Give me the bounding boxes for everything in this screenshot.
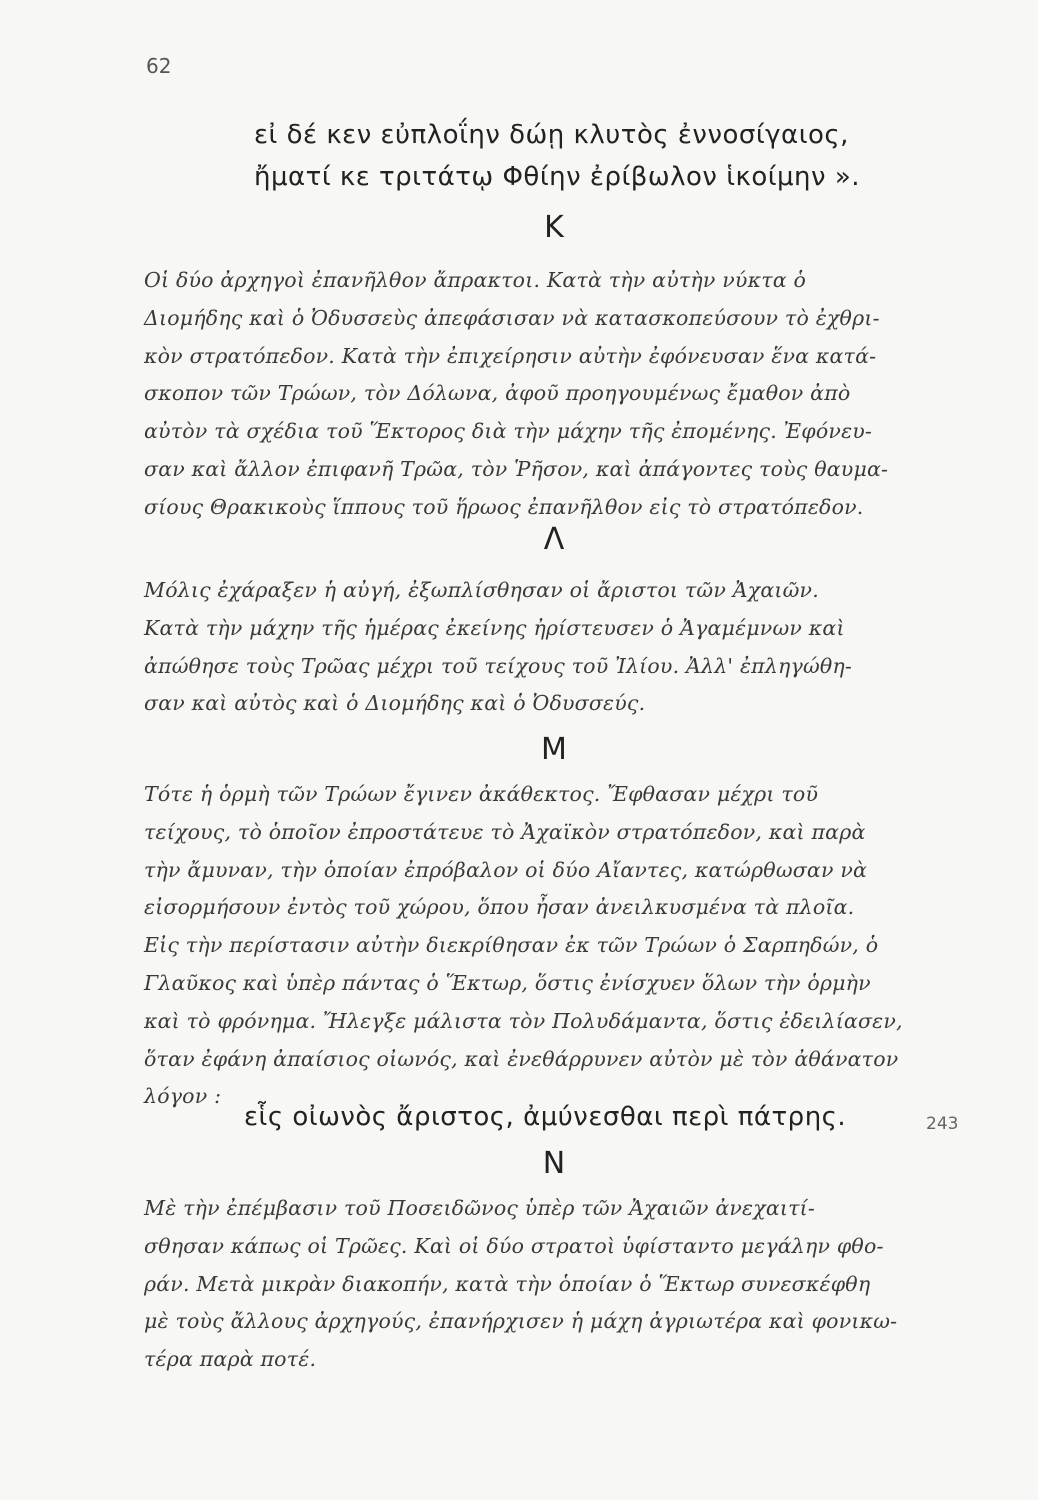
section-kappa-text — [144, 262, 964, 527]
section-letter-lambda: Λ — [543, 522, 565, 557]
text-line: τείχους, τὸ ὁποῖον ἐπροστάτευε τὸ Ἀχαϊκὸν στρατόπεδον, καὶ παρὰ — [144, 819, 866, 844]
text-line: κὸν στρατόπεδον. Κατὰ τὴν ἐπιχείρησιν αὐτὴν ἐφόνευσαν ἕνα κατά- — [144, 343, 877, 368]
quoted-verse: εἷς οἰωνὸς ἄριστος, ἀμύνεσθαι περὶ πάτρης. — [244, 1102, 847, 1132]
section-mu-text — [144, 776, 964, 1116]
text-line: τὴν ἄμυναν, τὴν ὁποίαν ἐπρόβαλον οἱ δύο Αἴαντες, κατώρθωσαν νὰ — [144, 857, 868, 882]
text-line: Μὲ τὴν ἐπέμβασιν τοῦ Ποσειδῶνος ὑπὲρ τῶν Ἀχαιῶν ἀνεχαιτί- — [144, 1196, 816, 1220]
text-line: σαν καὶ ἄλλον ἐπιφανῆ Τρῶα, τὸν Ῥῆσον, καὶ ἀπάγοντες τοὺς θαυμα- — [144, 456, 889, 481]
verse-line-number: 243 — [926, 1114, 959, 1134]
text-line: Κατὰ τὴν μάχην τῆς ἡμέρας ἐκείνης ἠρίστευσεν ὁ Ἀγαμέμνων καὶ — [144, 615, 845, 640]
text-line: Γλαῦκος καὶ ὑπὲρ πάντας ὁ Ἕκτωρ, ὅστις ἐνίσχυεν ὅλων τὴν ὁρμὴν — [144, 970, 871, 995]
text-line: Εἰς τὴν περίστασιν αὐτὴν διεκρίθησαν ἐκ τῶν Τρώων ὁ Σαρπηδών, ὁ — [144, 933, 879, 958]
section-lambda-text — [144, 572, 964, 723]
text-line: Διομήδης καὶ ὁ Ὀδυσσεὺς ἀπεφάσισαν νὰ κατασκοπεύσουν τὸ ἐχθρι- — [144, 305, 880, 330]
verse-line-2: ἤματί κε τριτάτῳ Φθίην ἐρίβωλον ἱκοίμην ». — [254, 162, 860, 192]
text-line: ὅταν ἐφάνη ἀπαίσιος οἰωνός, καὶ ἐνεθάρρυνεν αὐτὸν μὲ τὸν ἀθάνατον — [144, 1046, 899, 1071]
text-line: σαν καὶ αὐτὸς καὶ ὁ Διομήδης καὶ ὁ Ὀδυσσεύς. — [144, 691, 646, 716]
section-nu-text — [144, 1190, 964, 1379]
text-line: Οἱ δύο ἀρχηγοὶ ἐπανῆλθον ἄπρακτοι. Κατὰ τὴν αὐτὴν νύκτα ὁ — [144, 268, 807, 292]
text-line: σθησαν κάπως οἱ Τρῶες. Καὶ οἱ δύο στρατοὶ ὑφίσταντο μεγάλην φθο- — [144, 1233, 884, 1258]
text-line: καὶ τὸ φρόνημα. Ἤλεγξε μάλιστα τὸν Πολυδάμαντα, ὅστις ἐδειλίασεν, — [144, 1008, 903, 1033]
text-line: σκοπον τῶν Τρώων, τὸν Δόλωνα, ἀφοῦ προηγουμένως ἔμαθον ἀπὸ — [144, 381, 851, 406]
verse-line-1: εἰ δέ κεν εὐπλοΐην δώῃ κλυτὸς ἐννοσίγαιος, — [254, 120, 849, 150]
text-line: ἀπώθησε τοὺς Τρῶας μέχρι τοῦ τείχους τοῦ Ἰλίου. Ἀλλ' ἐπληγώθη- — [144, 653, 853, 678]
section-letter-kappa: Κ — [544, 210, 564, 245]
text-line: Μόλις ἐχάραξεν ἡ αὐγή, ἐξωπλίσθησαν οἱ ἄριστοι τῶν Ἀχαιῶν. — [144, 578, 819, 602]
text-line: σίους Θρακικοὺς ἵππους τοῦ ἥρωος ἐπανῆλθον εἰς τὸ στρατόπεδον. — [144, 494, 864, 519]
text-line: μὲ τοὺς ἄλλους ἀρχηγούς, ἐπανήρχισεν ἡ μάχη ἀγριωτέρα καὶ φονικω- — [144, 1309, 898, 1334]
text-line: τέρα παρὰ ποτέ. — [144, 1347, 317, 1372]
text-line: λόγον : — [144, 1084, 222, 1109]
text-line: εἰσορμήσουν ἐντὸς τοῦ χώρου, ὅπου ἦσαν ἀνειλκυσμένα τὰ πλοῖα. — [144, 895, 855, 920]
text-line: αὐτὸν τὰ σχέδια τοῦ Ἕκτορος διὰ τὴν μάχην τῆς ἐπομένης. Ἐφόνευ- — [144, 419, 873, 444]
section-letter-nu: Ν — [542, 1146, 566, 1181]
text-line: Τότε ἡ ὁρμὴ τῶν Τρώων ἔγινεν ἀκάθεκτος. Ἔφθασαν μέχρι τοῦ — [144, 782, 819, 806]
page-number: 62 — [146, 54, 172, 78]
section-letter-mu: Μ — [541, 732, 567, 767]
text-line: ράν. Μετὰ μικρὰν διακοπήν, κατὰ τὴν ὁποίαν ὁ Ἕκτωρ συνεσκέφθη — [144, 1271, 871, 1296]
